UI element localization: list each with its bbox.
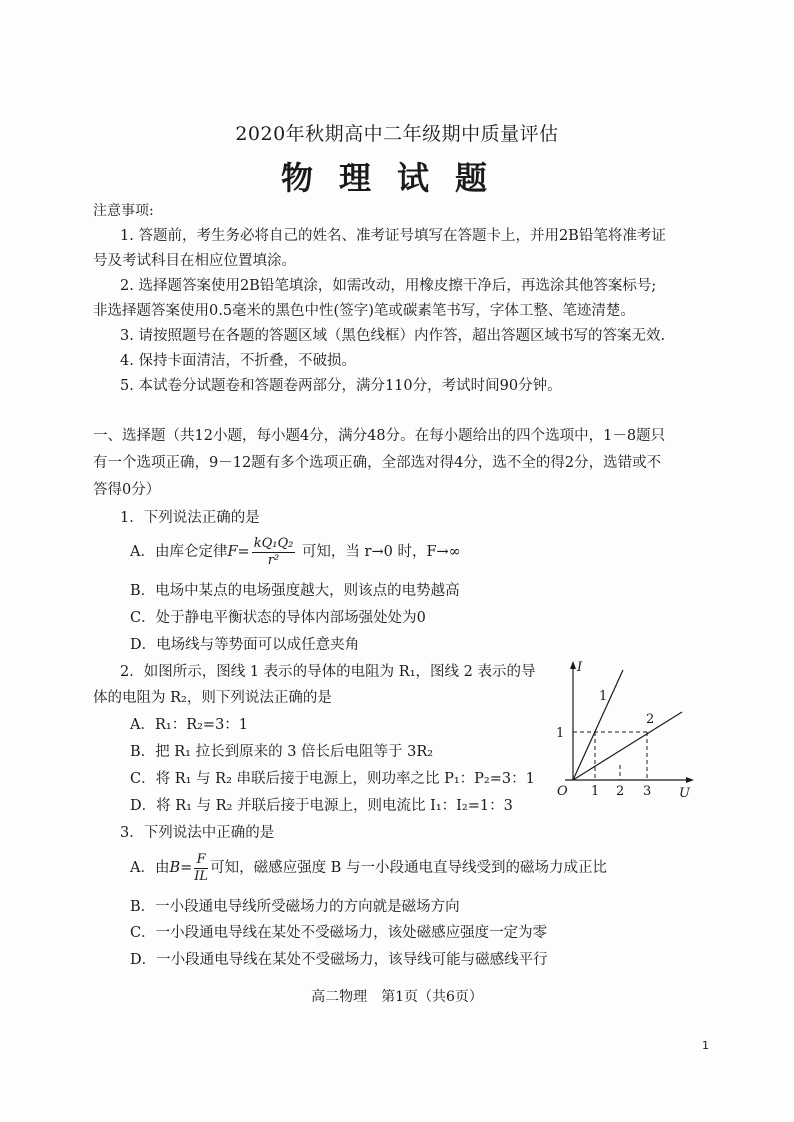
note-4: 4. 保持卡面清洁，不折叠，不破损。 bbox=[120, 353, 356, 369]
q3-option-c: C．一小段通电导线在某处不受磁场力，该处磁感应强度一定为零 bbox=[130, 925, 548, 941]
x-tick-1: 1 bbox=[591, 784, 600, 799]
line-2-label: 2 bbox=[646, 712, 655, 727]
x-axis-label: U bbox=[679, 786, 690, 801]
section1-line-2: 有一个选项正确，9－12题有多个选项正确，全部选对得4分，选不全的得2分，选错或不 bbox=[93, 455, 662, 471]
page-footer: 高二物理 第1页（共6页） bbox=[311, 989, 483, 1005]
note-1-line-2: 号及考试科目在相应位置填涂。 bbox=[93, 253, 296, 269]
iu-graph bbox=[545, 655, 705, 805]
subject-title: 物理试题 bbox=[280, 159, 513, 197]
q3-option-d: D．一小段通电导线在某处不受磁场力，该导线可能与磁感线平行 bbox=[130, 952, 548, 968]
note-5: 5. 本试卷分试题卷和答题卷两部分，满分110分，考试时间90分钟。 bbox=[120, 378, 562, 394]
q2-option-d: D．将 R₁ 与 R₂ 并联后接于电源上，则电流比 I₁：I₂=1：3 bbox=[130, 798, 513, 814]
q2-option-a: A．R₁：R₂=3：1 bbox=[130, 717, 249, 733]
x-tick-3: 3 bbox=[643, 784, 652, 799]
q1-a-numerator: kQ₁Q₂ bbox=[253, 535, 294, 551]
q1-stem: 1．下列说法正确的是 bbox=[120, 510, 260, 526]
page-number: 1 bbox=[702, 1039, 709, 1052]
q3-stem: 3．下列说法中正确的是 bbox=[120, 825, 275, 841]
q1-a-fraction bbox=[252, 536, 296, 569]
y-axis-arrow-icon bbox=[570, 661, 576, 669]
line-1 bbox=[573, 670, 623, 780]
notes-heading: 注意事项: bbox=[93, 203, 154, 219]
q3-a-denominator: IL bbox=[194, 868, 209, 884]
y-tick-1: 1 bbox=[556, 726, 565, 741]
q1-a-suffix: 可知，当 r→0 时，F→∞ bbox=[297, 544, 461, 560]
x-axis-arrow-icon bbox=[686, 777, 694, 783]
section1-line-3: 答得0分） bbox=[93, 482, 161, 498]
q2-option-c: C．将 R₁ 与 R₂ 串联后接于电源上，则功率之比 P₁：P₂=3：1 bbox=[130, 771, 535, 787]
note-2-line-2: 非选择题答案使用0.5毫米的黑色中性(签字)笔或碳素笔书写，字体工整、笔迹清楚。 bbox=[93, 303, 635, 319]
q1-a-prefix: A．由库仑定律 bbox=[130, 544, 228, 560]
q1-a-F: F bbox=[227, 544, 238, 560]
q1-option-a bbox=[130, 534, 461, 570]
note-1-line-1: 1. 答题前，考生务必将自己的姓名、准考证号填写在答题卡上，并用2B铅笔将准考证 bbox=[120, 228, 666, 244]
q3-a-prefix: A．由 bbox=[130, 860, 170, 876]
q3-a-fraction bbox=[194, 852, 208, 885]
line-1-label: 1 bbox=[599, 689, 608, 704]
x-tick-2: 2 bbox=[616, 784, 625, 799]
q1-option-c: C．处于静电平衡状态的导体内部场强处处为0 bbox=[130, 610, 426, 626]
q3-option-b: B．一小段通电导线所受磁场力的方向就是磁场方向 bbox=[130, 899, 460, 915]
q1-a-denominator: r² bbox=[267, 552, 280, 568]
q2-stem-line-1: 2．如图所示，图线 1 表示的导体的电阻为 R₁，图线 2 表示的导 bbox=[120, 664, 536, 680]
q2-option-b: B．把 R₁ 拉长到原来的 3 倍长后电阻等于 3R₂ bbox=[130, 744, 434, 760]
q3-a-numerator: F bbox=[194, 852, 208, 869]
note-2-line-1: 2. 选择题答案使用2B铅笔填涂，如需改动，用橡皮擦干净后，再选涂其他答案标号; bbox=[120, 278, 657, 294]
section1-line-1: 一、选择题（共12小题，每小题4分，满分48分。在每小题给出的四个选项中，1－8题只 bbox=[93, 428, 666, 444]
q3-a-eq: = bbox=[180, 860, 193, 876]
line-2 bbox=[573, 712, 682, 780]
q2-stem-line-2: 体的电阻为 R₂，则下列说法正确的是 bbox=[93, 690, 332, 706]
exam-title: 2020年秋期高中二年级期中质量评估 bbox=[235, 123, 559, 145]
q3-a-suffix: 可知，磁感应强度 B 与一小段通电直导线受到的磁场力成正比 bbox=[210, 860, 607, 876]
q3-option-a bbox=[130, 850, 607, 886]
q1-option-b: B．电场中某点的电场强度越大，则该点的电势越高 bbox=[130, 583, 460, 599]
origin-label: O bbox=[557, 784, 568, 799]
q1-a-eq: = bbox=[237, 544, 250, 560]
y-axis-label: I bbox=[577, 660, 583, 675]
note-3: 3. 请按照题号在各题的答题区域（黑色线框）内作答，超出答题区域书写的答案无效. bbox=[120, 328, 666, 344]
q1-option-d: D．电场线与等势面可以成任意夹角 bbox=[130, 637, 360, 653]
q3-a-B: B bbox=[169, 860, 181, 876]
